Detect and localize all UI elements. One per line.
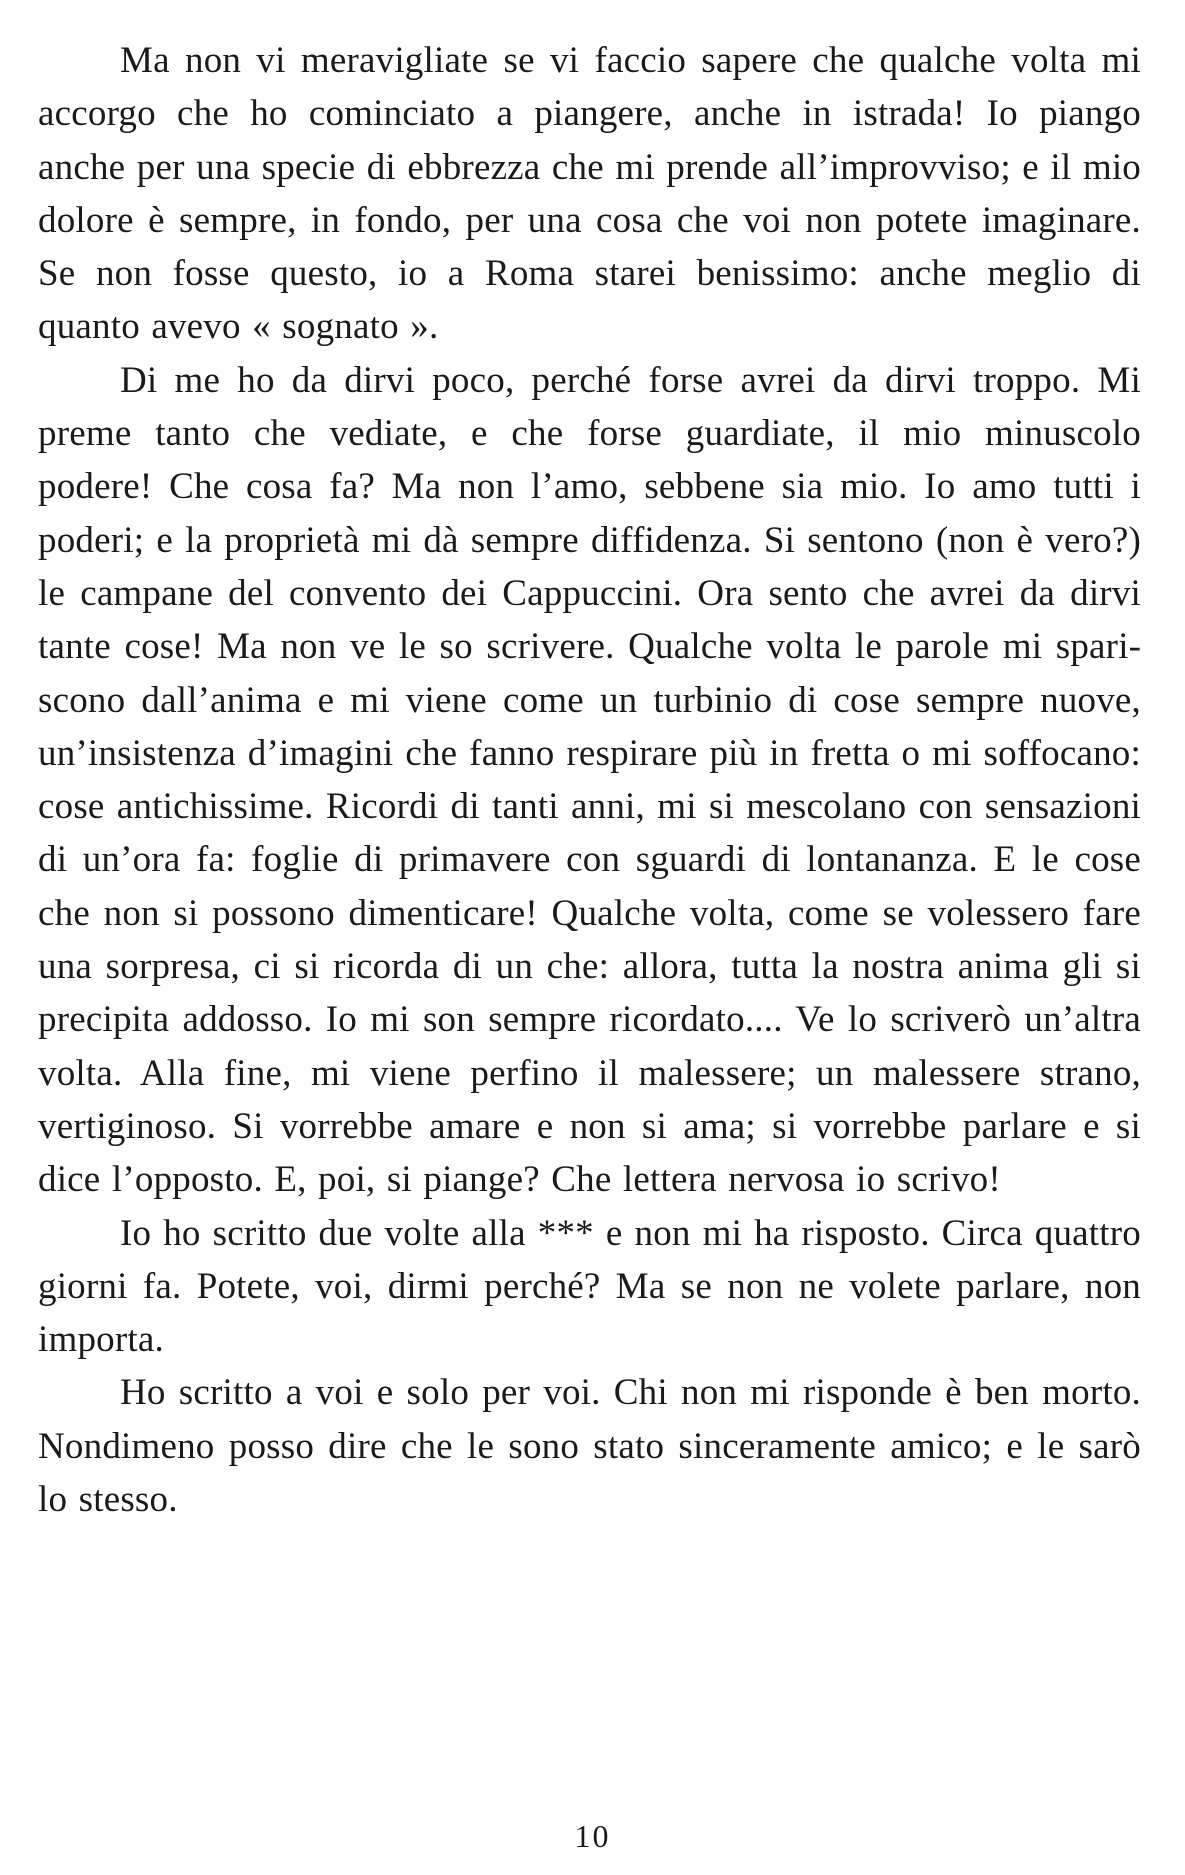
paragraph-3: Io ho scritto due volte alla *** e non mi ha risposto. Circa quattro giorni fa. Potete, voi, dirmi perché? Ma se non ne volete parlare, non importa. [38,1212,1141,1361]
paragraph-2: Di me ho da dirvi poco, perché forse avrei da dirvi troppo. Mi preme tanto che vediate, e che forse guardiate, il mio minuscolo podere! Che cosa fa? Ma non l’amo, sebbene sia mio. Io amo tutti i poderi; e la proprietà mi dà sempre diffidenza. Si sentono (non è vero?) le campane del convento dei Cappuccini. Ora sento che avrei da dirvi tante cose! Ma non ve le so scrivere. Qualche volta le parole mi spariscono dall’anima e mi viene come un turbinio di cose sempre nuove, un’insistenza d’imagini che fanno respirare più in fretta o mi soffocano: cose antichissime. Ricordi di tanti anni, mi si mescolano con sensazioni di un’ora fa: foglie di primavere con sguardi di lontananza. E le cose che non si possono dimenticare! Qualche volta, come se volessero fare una sorpresa, ci si ricorda di un che: allora, tutta la nostra anima gli si precipita addosso. Io mi son sempre ricordato.... Ve lo scriverò un’altra volta. Alla fine, mi viene perfino il malessere; un malessere strano, vertiginoso. Si vorrebbe amare e non si ama; si vorrebbe parlare e si dice l’opposto. E, poi, si piange? Che lettera nervosa io scrivo! [38,359,1141,1201]
paragraph-1: Ma non vi meravigliate se vi faccio sapere che qualche volta mi accorgo che ho cominciato a piangere, anche in istrada! Io piango anche per una specie di ebbrezza che mi prende all’improvviso; e il mio dolore è sempre, in fondo, per una cosa che voi non potete imaginare. Se non fosse questo, io a Roma starei benissimo: anche meglio di quanto avevo « sognato ». [38,40,1141,348]
paragraph-4: Ho scritto a voi e solo per voi. Chi non mi risponde è ben morto. Nondimeno posso dire che le sono stato sinceramente amico; e le sarò lo stesso. [38,1372,1141,1521]
page-text-block [38,34,1141,1526]
page-number: 10 [574,1818,611,1854]
